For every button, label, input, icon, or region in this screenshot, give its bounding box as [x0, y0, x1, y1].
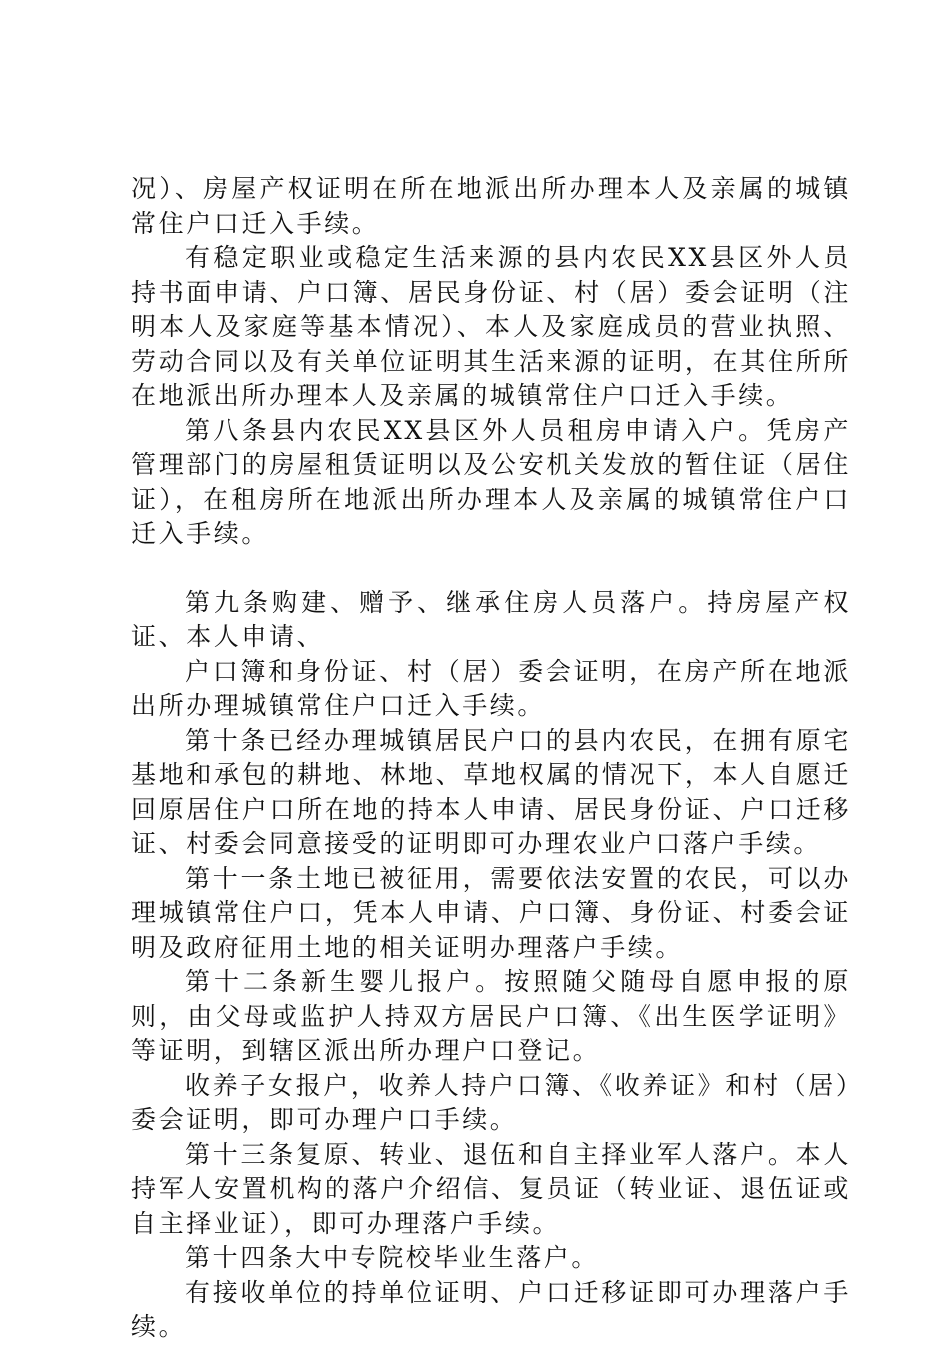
paragraph-1: 况）、房屋产权证明在所在地派出所办理本人及亲属的城镇常住户口迁入手续。 [131, 174, 851, 238]
paragraph-9: 收养子女报户，收养人持户口簿、《收养证》和村（居）委会证明，即可办理户口手续。 [131, 1070, 851, 1134]
paragraph-2: 有稳定职业或稳定生活来源的县内农民XX县区外人员持书面申请、户口簿、居民身份证、村（居）委会证明（注明本人及家庭等基本情况）、本人及家庭成员的营业执照、劳动合同以及有关单位证明其生活来源的证明，在其住所所在地派出所办理本人及亲属的城镇常住户口迁入手续。 [131, 243, 851, 410]
paragraph-6-article-10: 第十条已经办理城镇居民户口的县内农民，在拥有原宅基地和承包的耕地、林地、草地权属的情况下，本人自愿迁回原居住户口所在地的持本人申请、居民身份证、户口迁移证、村委会同意接受的证明即可办理农业户口落户手续。 [131, 725, 851, 858]
document-body [131, 172, 851, 1345]
paragraph-5: 户口簿和身份证、村（居）委会证明，在房产所在地派出所办理城镇常住户口迁入手续。 [131, 656, 851, 720]
paragraph-4-article-9: 第九条购建、赠予、继承住房人员落户。持房屋产权证、本人申请、 [131, 587, 851, 651]
paragraph-7-article-11: 第十一条土地已被征用，需要依法安置的农民，可以办理城镇常住户口，凭本人申请、户口簿、身份证、村委会证明及政府征用土地的相关证明办理落户手续。 [131, 863, 851, 962]
paragraph-12: 有接收单位的持单位证明、户口迁移证即可办理落户手续。 [131, 1277, 851, 1341]
paragraph-10-article-13: 第十三条复原、转业、退伍和自主择业军人落户。本人持军人安置机构的落户介绍信、复员证（转业证、退伍证或自主择业证），即可办理落户手续。 [131, 1139, 851, 1238]
paragraph-11-article-14: 第十四条大中专院校毕业生落户。 [185, 1243, 600, 1272]
paragraph-3-article-8: 第八条县内农民XX县区外人员租房申请入户。凭房产管理部门的房屋租赁证明以及公安机关发放的暂住证（居住证），在租房所在地派出所办理本人及亲属的城镇常住户口迁入手续。 [131, 415, 851, 548]
paragraph-8-article-12: 第十二条新生婴儿报户。按照随父随母自愿申报的原则，由父母或监护人持双方居民户口簿、《出生医学证明》等证明，到辖区派出所办理户口登记。 [131, 967, 851, 1065]
